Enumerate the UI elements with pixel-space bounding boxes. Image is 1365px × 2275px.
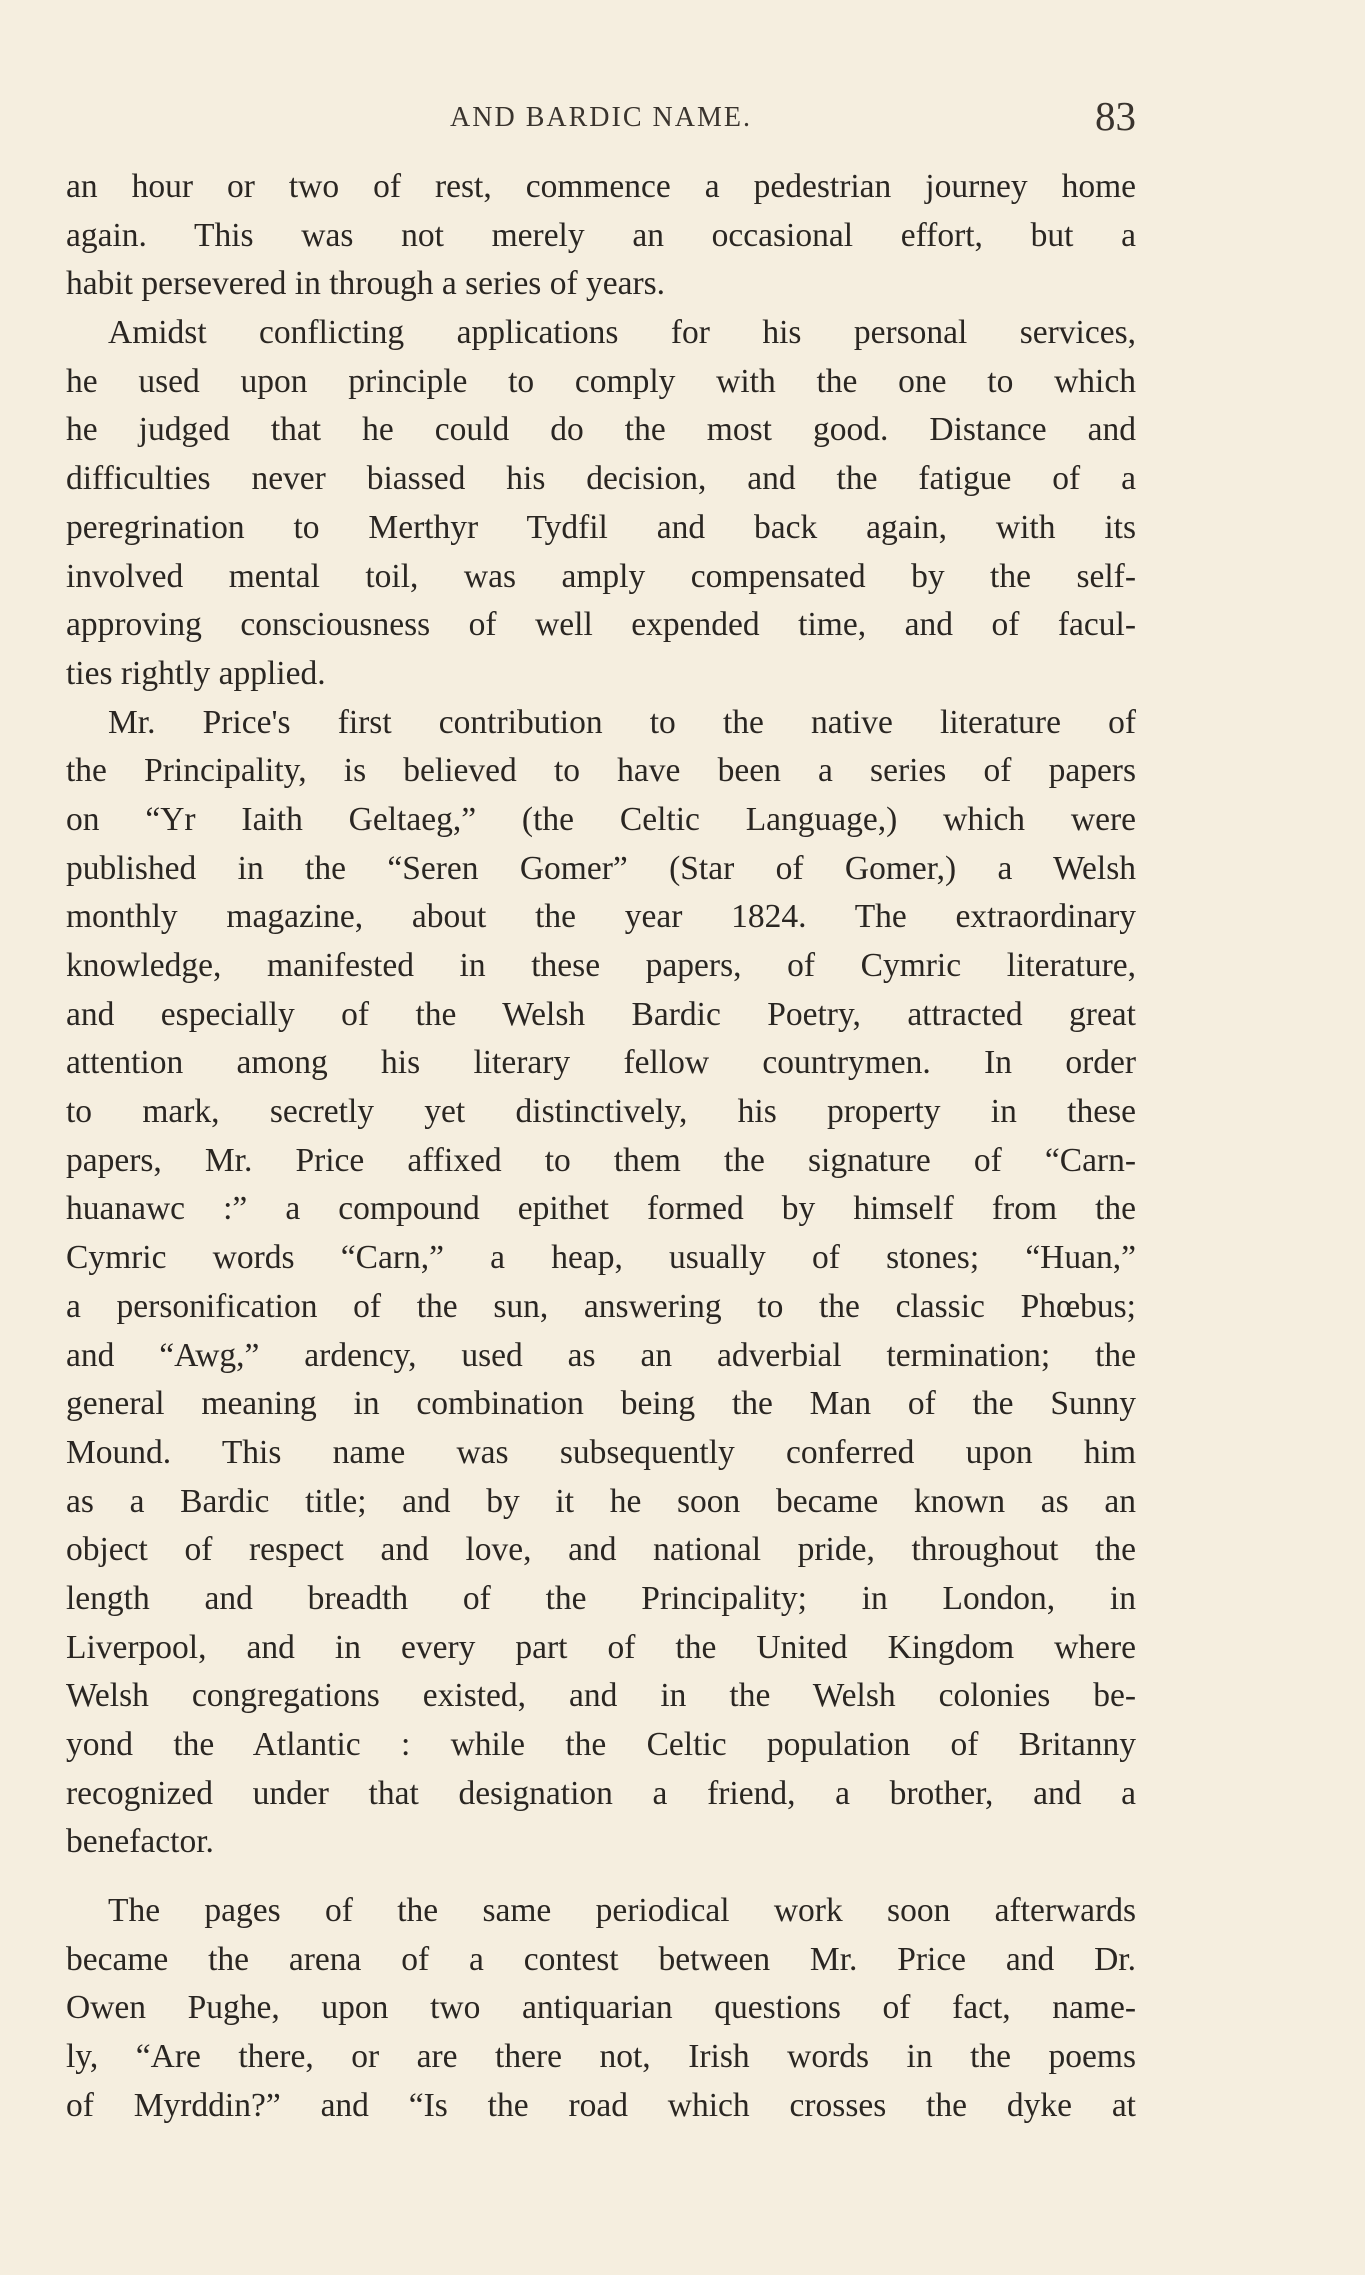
text-line: Amidst conflicting applications for his personal services, (108, 314, 1136, 352)
text-line: The pages of the same periodical work soon afterwards (108, 1892, 1136, 1930)
body-text (66, 163, 1136, 2131)
text-line: involved mental toil, was amply compensated by the self- (66, 557, 1136, 595)
paragraph-gap (66, 1867, 1136, 1887)
text-line: Mound. This name was subsequently conferred upon him (66, 1433, 1136, 1471)
text-line: knowledge, manifested in these papers, of Cymric literature, (66, 947, 1136, 984)
text-line: again. This was not merely an occasional effort, but a (66, 216, 1136, 254)
page-number: 83 (1095, 93, 1136, 139)
text-line: general meaning in combination being the Man of the Sunny (66, 1385, 1136, 1423)
text-line: on “Yr Iaith Geltaeg,” (the Celtic Language,) which were (66, 800, 1136, 838)
text-line: and especially of the Welsh Bardic Poetry, attracted great (66, 995, 1136, 1033)
running-head (66, 92, 1136, 144)
text-line: ly, “Are there, or are there not, Irish words in the poems (66, 2038, 1136, 2076)
text-line: benefactor. (66, 1823, 214, 1861)
text-line: the Principality, is believed to have been a series of papers (66, 752, 1136, 790)
text-line: he judged that he could do the most good. Distance and (66, 411, 1136, 449)
text-line: Welsh congregations existed, and in the Welsh colonies be- (66, 1677, 1136, 1715)
text-line: became the arena of a contest between Mr. Price and Dr. (66, 1940, 1136, 1978)
text-line: attention among his literary fellow countrymen. In order (66, 1044, 1136, 1082)
text-line: difficulties never biassed his decision, and the fatigue of a (66, 460, 1136, 498)
text-line: peregrination to Merthyr Tydfil and back again, with its (66, 508, 1136, 546)
text-line: papers, Mr. Price affixed to them the signature of “Carn- (66, 1141, 1136, 1179)
text-line: huanawc :” a compound epithet formed by himself from the (66, 1190, 1136, 1228)
text-line: monthly magazine, about the year 1824. The extraordinary (66, 898, 1136, 936)
text-line: he used upon principle to comply with the one to which (66, 362, 1136, 400)
text-line: approving consciousness of well expended time, and of facul- (66, 606, 1136, 644)
running-title: AND BARDIC NAME. (450, 102, 752, 133)
text-line: an hour or two of rest, commence a pedestrian journey home (66, 168, 1136, 205)
text-line: Owen Pughe, upon two antiquarian questions of fact, name- (66, 1989, 1136, 2027)
text-line: length and breadth of the Principality; in London, in (66, 1579, 1136, 1617)
text-line: Mr. Price's first contribution to the native literature of (108, 703, 1136, 741)
text-line: object of respect and love, and national pride, throughout the (66, 1531, 1136, 1569)
text-line: yond the Atlantic : while the Celtic population of Britanny (66, 1726, 1136, 1763)
text-line: of Myrddin?” and “Is the road which crosses the dyke at (66, 2086, 1136, 2124)
text-line: to mark, secretly yet distinctively, his property in these (66, 1093, 1136, 1131)
text-line: a personification of the sun, answering to the classic Phœbus; (66, 1287, 1136, 1325)
text-line: habit persevered in through a series of years. (66, 265, 666, 303)
text-line: Liverpool, and in every part of the United Kingdom where (66, 1628, 1136, 1666)
text-line: as a Bardic title; and by it he soon became known as an (66, 1482, 1136, 1520)
text-line: ties rightly applied. (66, 654, 326, 692)
text-line: published in the “Seren Gomer” (Star of Gomer,) a Welsh (66, 849, 1136, 887)
text-line: recognized under that designation a friend, a brother, and a (66, 1774, 1136, 1812)
text-line: Cymric words “Carn,” a heap, usually of stones; “Huan,” (66, 1239, 1136, 1277)
text-line: and “Awg,” ardency, used as an adverbial termination; the (66, 1336, 1136, 1374)
